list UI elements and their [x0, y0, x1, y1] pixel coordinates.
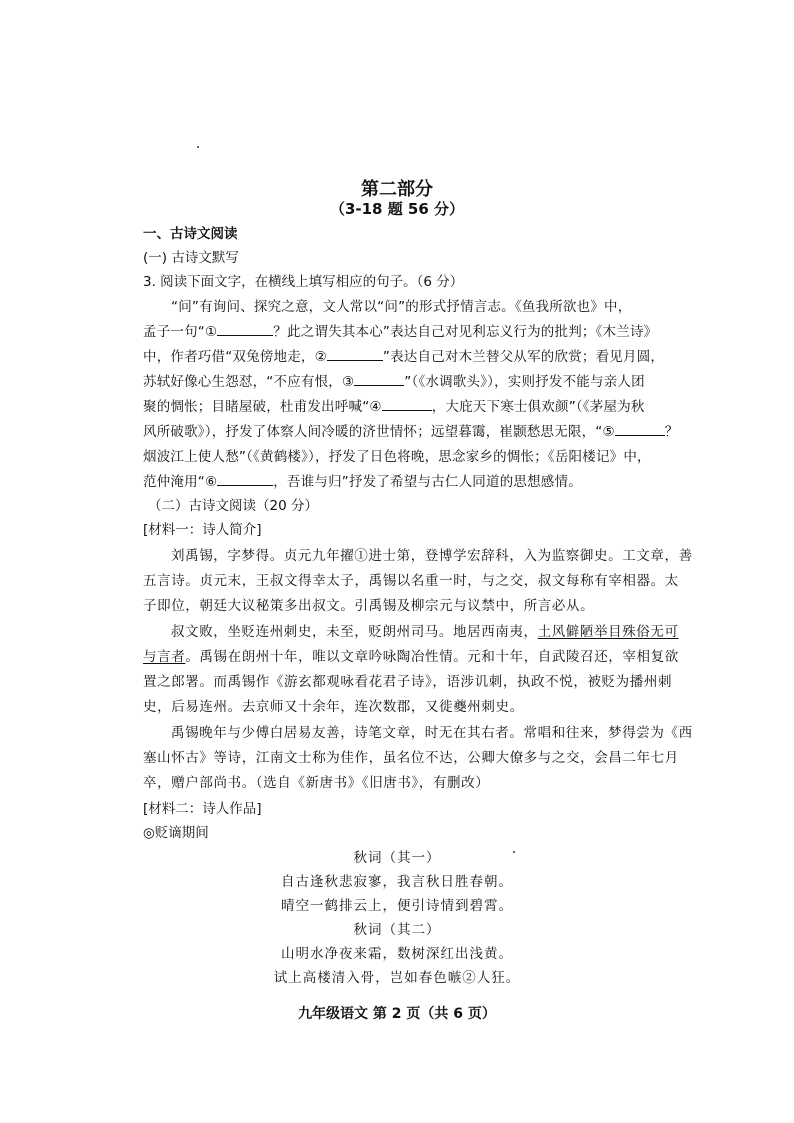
- period-label: ◎贬谪期间: [143, 825, 209, 841]
- bio-line: 刘禹锡，字梦得。贞元九年擢①进士第，登博学宏辞科，入为监察御史。工文章，善: [171, 548, 693, 564]
- passage-line: 苏轼好像心生怨怼，“不应有恨，③ ”（《水调歌头》），实则抒发不能与亲人团: [143, 370, 645, 390]
- section-heading: 一、古诗文阅读: [143, 226, 238, 242]
- answer-blank-6[interactable]: [217, 471, 273, 486]
- bio-line: 卒，赠户部尚书。（选自《新唐书》《旧唐书》，有删改）: [143, 775, 490, 791]
- subsection-heading: （二）古诗文阅读（20 分）: [148, 498, 318, 514]
- passage-line: 孟子一句“① ？此之谓失其本心”表达自己对见利忘义行为的批判；《木兰诗》: [143, 320, 657, 340]
- passage-line: “问”有询问、探究之意，文人常以“问”的形式抒情言志。《鱼我所欲也》中，: [171, 299, 632, 315]
- passage-line: 风所破歌》），抒发了体察人间冷暖的济世情怀；远望暮霭，崔颢愁思无限，“⑤ ？: [143, 420, 679, 440]
- bio-line: 史，后易连州。去京师又十余年，连次数郡，又徙夔州刺史。: [143, 699, 524, 715]
- passage-line: 烟波江上使人愁”（《黄鹤楼》），抒发了日色将晚，思念家乡的惆怅；《岳阳楼记》中，: [143, 449, 651, 465]
- passage-line: 中，作者巧借“双兔傍地走，② ”表达自己对木兰替父从军的欣赏；看见月圆，: [143, 345, 664, 365]
- answer-blank-3[interactable]: [354, 371, 404, 386]
- material-label: [材料二：诗人作品]: [143, 801, 262, 817]
- poem-title: 秋词（其一）: [353, 850, 441, 866]
- poem-title: 秋词（其二）: [353, 922, 441, 938]
- scan-speck: [197, 146, 199, 148]
- answer-blank-1[interactable]: [217, 321, 273, 336]
- passage-line: 范仲淹用“⑥ ，吾谁与归”抒发了希望与古仁人同道的思想感情。: [143, 470, 582, 490]
- answer-blank-4[interactable]: [382, 396, 432, 411]
- page-footer: 九年级语文 第 2 页（共 6 页）: [298, 1006, 496, 1022]
- bio-line: 与言者。禹锡在朗州十年，唯以文章吟咏陶冶性情。元和十年，自武陵召还，宰相复欲: [143, 649, 679, 665]
- part-title: 第二部分: [361, 179, 433, 200]
- part-subtitle: （3-18 题 56 分）: [329, 200, 465, 218]
- answer-blank-5[interactable]: [615, 421, 665, 436]
- answer-blank-2[interactable]: [327, 346, 383, 361]
- bio-line: 塞山怀古》等诗，江南文士称为佳作，虽名位不达，公卿大僚多与之交，会昌二年七月: [143, 750, 679, 766]
- underlined-sentence: 与言者: [143, 649, 186, 665]
- bio-line: 子即位，朝廷大议秘策多出叔文。引禹锡及柳宗元与议禁中，所言必从。: [143, 598, 595, 614]
- poem-line: 山明水净夜来霜，数树深红出浅黄。: [281, 946, 513, 962]
- question-3: 3. 阅读下面文字，在横线上填写相应的句子。（6 分）: [143, 274, 464, 290]
- poem-line: 晴空一鹤排云上，便引诗情到碧霄。: [281, 898, 513, 914]
- bio-line: 叔文败，坐贬连州刺史，未至，贬朗州司马。地居西南夷，土风僻陋举目殊俗无可: [171, 624, 679, 640]
- underlined-sentence: 土风僻陋举目殊俗无可: [537, 624, 679, 640]
- poem-line: 试上高楼清入骨，岂如春色嗾②人狂。: [273, 970, 521, 986]
- poem-line: 自古逢秋悲寂寥，我言秋日胜春朝。: [281, 874, 513, 890]
- bio-line: 置之郎署。而禹锡作《游玄都观咏看花君子诗》，语涉讥刺，执政不悦，被贬为播州刺: [143, 674, 673, 690]
- bio-line: 五言诗。贞元末，王叔文得幸太子，禹锡以名重一时，与之交，叔文每称有宰相器。太: [143, 573, 679, 589]
- passage-line: 聚的惆怅；目睹屋破，杜甫发出呼喊“④ ，大庇天下寒士俱欢颜”（《茅屋为秋: [143, 395, 645, 415]
- subsection-heading: (一) 古诗文默写: [143, 250, 239, 266]
- bio-line: 禹锡晚年与少傅白居易友善，诗笔文章，时无在其右者。常唱和往来，梦得尝为《西: [171, 725, 693, 741]
- material-label: [材料一：诗人简介]: [143, 522, 262, 538]
